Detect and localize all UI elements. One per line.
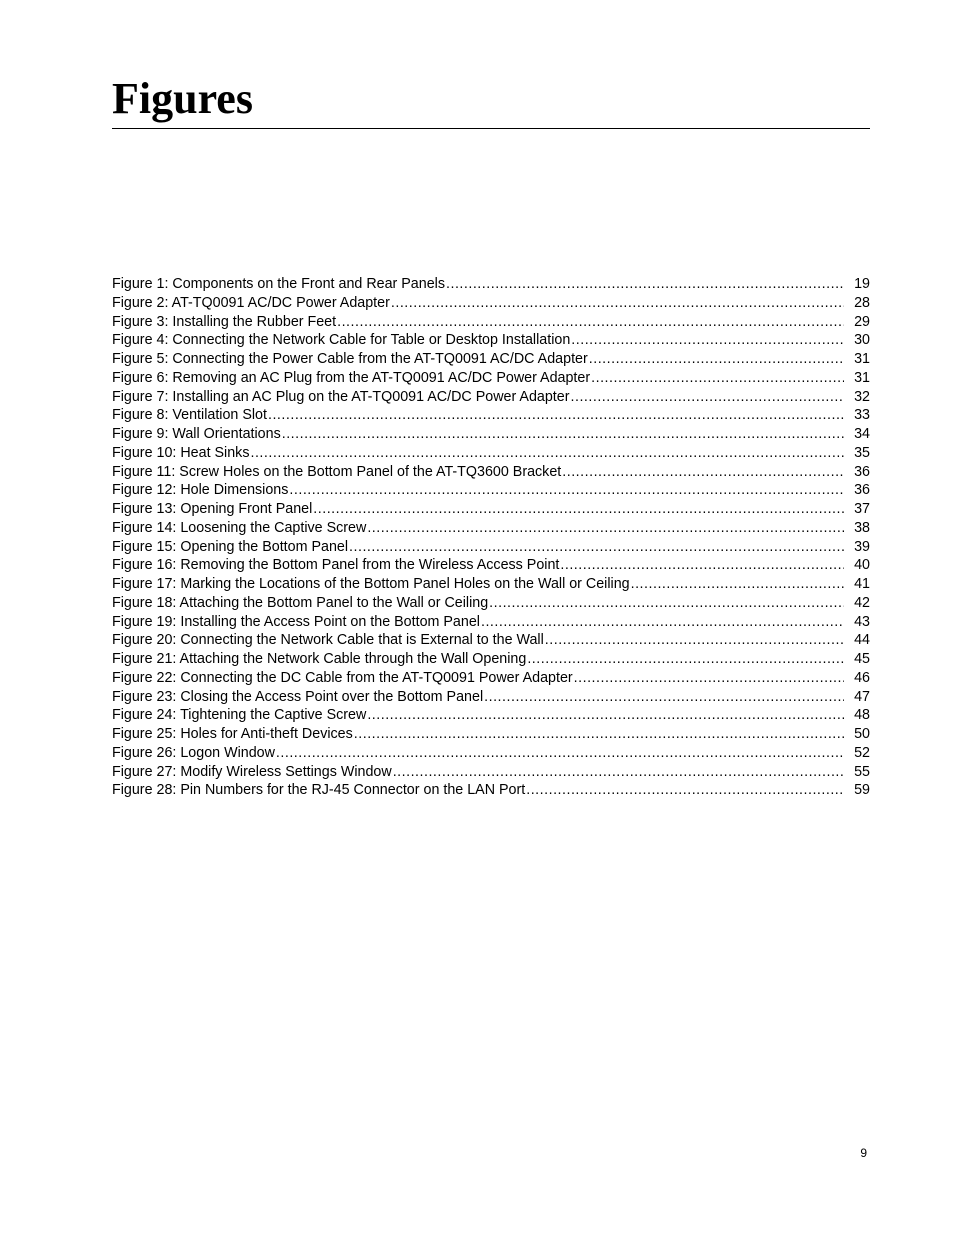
toc-entry-title: Figure 1: Components on the Front and Rear Panels	[112, 276, 445, 292]
dot-leader	[484, 688, 844, 707]
dot-leader	[527, 650, 844, 669]
toc-entry-page: 36	[854, 482, 870, 499]
dot-leader	[589, 350, 844, 369]
toc-entry-page: 29	[854, 313, 870, 330]
toc-entry-title: Figure 24: Tightening the Captive Screw	[112, 707, 367, 724]
dot-leader	[367, 519, 844, 538]
toc-entry-title: Figure 28: Pin Numbers for the RJ-45 Connector on the LAN Port	[112, 782, 526, 799]
toc-entry-title: Figure 9: Wall Orientations	[112, 426, 281, 442]
toc-entry-page: 42	[854, 594, 870, 611]
toc-entry-title: Figure 17: Marking the Locations of the Bottom Panel Holes on the Wall or Ceiling	[112, 576, 630, 592]
toc-entry-page: 28	[854, 294, 870, 311]
toc-entry-page: 46	[854, 669, 870, 686]
toc-entry-title: Figure 3: Installing the Rubber Feet	[112, 313, 337, 330]
toc-entry[interactable]	[112, 331, 870, 350]
toc-entry-title: Figure 26: Logon Window	[112, 744, 275, 761]
toc-entry[interactable]	[112, 294, 870, 313]
dot-leader	[391, 294, 844, 313]
dot-leader	[591, 369, 844, 388]
dot-leader	[489, 594, 844, 613]
toc-entry-page: 55	[854, 763, 870, 780]
toc-entry-title: Figure 25: Holes for Anti-theft Devices	[112, 726, 353, 742]
list-of-figures	[112, 275, 870, 800]
toc-entry[interactable]	[112, 631, 870, 650]
toc-entry[interactable]	[112, 613, 870, 632]
toc-entry[interactable]	[112, 275, 870, 294]
toc-entry-title: Figure 27: Modify Wireless Settings Window	[112, 763, 392, 780]
dot-leader	[313, 500, 844, 519]
page-title: Figures	[112, 74, 253, 123]
toc-entry-title: Figure 6: Removing an AC Plug from the AT-TQ0091 AC/DC Power Adapter	[112, 369, 591, 386]
toc-entry-title: Figure 20: Connecting the Network Cable that is External to the Wall	[112, 632, 544, 649]
toc-entry-page: 36	[854, 463, 870, 480]
toc-entry-title: Figure 16: Removing the Bottom Panel from the Wireless Access Point	[112, 557, 560, 574]
toc-entry[interactable]	[112, 744, 870, 763]
toc-entry[interactable]	[112, 688, 870, 707]
toc-entry[interactable]	[112, 556, 870, 575]
toc-entry-page: 48	[854, 707, 870, 724]
toc-entry[interactable]	[112, 519, 870, 538]
toc-entry-page: 40	[854, 557, 870, 574]
page-number: 9	[860, 1146, 867, 1160]
toc-entry-page: 41	[854, 576, 870, 592]
toc-entry[interactable]	[112, 669, 870, 688]
dot-leader	[571, 331, 844, 350]
toc-entry-title: Figure 21: Attaching the Network Cable through the Wall Opening	[112, 651, 527, 667]
toc-entry[interactable]	[112, 650, 870, 669]
toc-entry-page: 59	[854, 782, 870, 799]
toc-entry[interactable]	[112, 706, 870, 725]
dot-leader	[574, 669, 844, 688]
toc-entry-page: 43	[854, 613, 870, 630]
toc-entry-page: 44	[854, 632, 870, 649]
dot-leader	[349, 538, 844, 557]
toc-entry[interactable]	[112, 388, 870, 407]
dot-leader	[367, 706, 844, 725]
toc-entry[interactable]	[112, 763, 870, 782]
toc-entry-page: 50	[854, 726, 870, 742]
dot-leader	[268, 406, 844, 425]
toc-entry-page: 19	[854, 276, 870, 292]
toc-entry[interactable]	[112, 781, 870, 800]
toc-entry-page: 30	[854, 332, 870, 349]
toc-entry[interactable]	[112, 463, 870, 482]
toc-entry-title: Figure 2: AT-TQ0091 AC/DC Power Adapter	[112, 294, 390, 311]
toc-entry-title: Figure 15: Opening the Bottom Panel	[112, 538, 349, 555]
toc-entry[interactable]	[112, 538, 870, 557]
toc-entry[interactable]	[112, 350, 870, 369]
toc-entry-title: Figure 5: Connecting the Power Cable from the AT-TQ0091 AC/DC Adapter	[112, 351, 588, 367]
toc-entry[interactable]	[112, 425, 870, 444]
toc-entry-page: 52	[854, 744, 870, 761]
toc-entry-title: Figure 7: Installing an AC Plug on the AT-TQ0091 AC/DC Power Adapter	[112, 388, 570, 405]
toc-entry[interactable]	[112, 575, 870, 594]
toc-entry-title: Figure 8: Ventilation Slot	[112, 407, 267, 424]
toc-entry-page: 32	[854, 388, 870, 405]
toc-entry[interactable]	[112, 444, 870, 463]
dot-leader	[560, 556, 844, 575]
toc-entry-page: 38	[854, 519, 870, 536]
toc-entry-page: 31	[854, 369, 870, 386]
toc-entry-page: 33	[854, 407, 870, 424]
dot-leader	[446, 275, 844, 294]
toc-entry-page: 31	[854, 351, 870, 367]
toc-entry-page: 35	[854, 444, 870, 461]
toc-entry-title: Figure 4: Connecting the Network Cable for Table or Desktop Installation	[112, 332, 571, 349]
toc-entry-title: Figure 19: Installing the Access Point on the Bottom Panel	[112, 613, 480, 630]
toc-entry-page: 47	[854, 688, 870, 705]
toc-entry-title: Figure 12: Hole Dimensions	[112, 482, 289, 499]
dot-leader	[393, 763, 844, 782]
toc-entry[interactable]	[112, 369, 870, 388]
toc-entry-title: Figure 11: Screw Holes on the Bottom Panel of the AT-TQ3600 Bracket	[112, 463, 562, 480]
toc-entry[interactable]	[112, 406, 870, 425]
toc-entry-title: Figure 22: Connecting the DC Cable from the AT-TQ0091 Power Adapter	[112, 669, 573, 686]
dot-leader	[354, 725, 844, 744]
toc-entry[interactable]	[112, 500, 870, 519]
toc-entry-page: 45	[854, 651, 870, 667]
dot-leader	[562, 463, 844, 482]
dot-leader	[571, 388, 845, 407]
toc-entry[interactable]	[112, 725, 870, 744]
toc-entry-page: 37	[854, 501, 870, 517]
toc-entry-title: Figure 23: Closing the Access Point over the Bottom Panel	[112, 688, 484, 705]
toc-entry-title: Figure 13: Opening Front Panel	[112, 501, 313, 517]
dot-leader	[631, 575, 844, 594]
toc-entry-title: Figure 10: Heat Sinks	[112, 444, 250, 461]
dot-leader	[545, 631, 844, 650]
page-heading	[112, 74, 870, 129]
dot-leader	[481, 613, 844, 632]
toc-entry[interactable]	[112, 594, 870, 613]
dot-leader	[250, 444, 844, 463]
dot-leader	[276, 744, 844, 763]
toc-entry[interactable]	[112, 481, 870, 500]
toc-entry-page: 39	[854, 538, 870, 555]
toc-entry-title: Figure 18: Attaching the Bottom Panel to the Wall or Ceiling	[112, 594, 489, 611]
dot-leader	[282, 425, 844, 444]
toc-entry-page: 34	[854, 426, 870, 442]
toc-entry-title: Figure 14: Loosening the Captive Screw	[112, 519, 367, 536]
toc-entry[interactable]	[112, 313, 870, 332]
dot-leader	[526, 781, 844, 800]
dot-leader	[337, 313, 844, 332]
dot-leader	[289, 481, 844, 500]
